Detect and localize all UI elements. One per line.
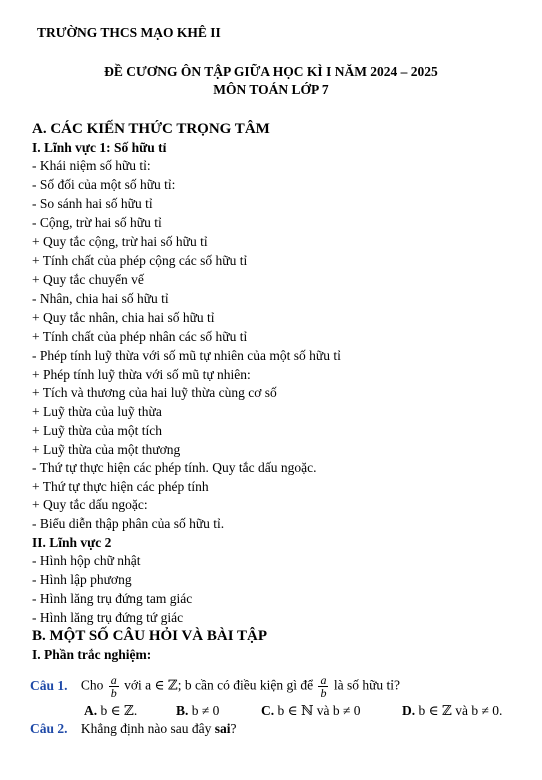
question-2-text: Khẳng định nào sau đây — [80, 721, 215, 736]
list-item: - Hình lăng trụ đứng tam giác — [32, 591, 193, 606]
question-2 — [30, 721, 237, 737]
field2-heading: II. Lĩnh vực 2 — [32, 535, 112, 550]
list-item: - Hình hộp chữ nhật — [32, 553, 141, 568]
section-a-heading: A. CÁC KIẾN THỨC TRỌNG TÂM — [32, 121, 270, 137]
list-item: + Quy tắc dấu ngoặc: — [32, 497, 148, 512]
fraction-denominator: b — [110, 686, 117, 700]
option-d-text: b ∈ ℤ và b ≠ 0. — [418, 703, 503, 718]
list-item: + Tính chất của phép nhân các số hữu tỉ — [32, 329, 248, 344]
part1-heading: I. Phần trắc nghiệm: — [32, 647, 152, 662]
list-item: + Phép tính luỹ thừa với số mũ tự nhiên: — [32, 367, 251, 382]
question-2-end: ? — [230, 721, 237, 736]
list-item: - Hình lập phương — [32, 572, 132, 587]
list-item: + Tích và thương của hai luỹ thừa cùng cơ số — [32, 385, 277, 400]
document-subtitle: MÔN TOÁN LỚP 7 — [213, 82, 329, 97]
list-item: - Số đối của một số hữu tỉ: — [32, 177, 176, 192]
list-item: + Luỹ thừa của luỹ thừa — [32, 404, 162, 419]
section-b-heading: B. MỘT SỐ CÂU HỎI VÀ BÀI TẬP — [32, 628, 268, 644]
list-item: - Khái niệm số hữu tỉ: — [32, 158, 151, 173]
list-item: + Luỹ thừa của một tích — [32, 423, 163, 438]
list-item: + Thứ tự thực hiện các phép tính — [32, 479, 209, 494]
question-1-pre: Cho — [80, 677, 104, 693]
option-b — [176, 703, 219, 719]
list-item: - Cộng, trừ hai số hữu tỉ — [32, 215, 162, 230]
field1-heading: I. Lĩnh vực 1: Số hữu tỉ — [32, 140, 167, 155]
list-item: - Nhân, chia hai số hữu tỉ — [32, 291, 169, 306]
option-a-text: b ∈ ℤ. — [100, 703, 138, 718]
fraction-numerator: a — [320, 673, 327, 687]
document-title: ĐỀ CƯƠNG ÔN TẬP GIỮA HỌC KÌ I NĂM 2024 – 2025 — [104, 64, 438, 79]
option-c-key: C. — [261, 703, 275, 718]
list-item: + Tính chất của phép cộng các số hữu tỉ — [32, 253, 248, 268]
option-c — [261, 703, 360, 719]
fraction-a-over-b — [318, 674, 328, 699]
question-2-emphasis: sai — [214, 721, 231, 736]
option-b-text: b ≠ 0 — [191, 703, 220, 718]
list-item: + Quy tắc chuyển vế — [32, 272, 144, 287]
list-item: - So sánh hai số hữu tỉ — [32, 196, 153, 211]
fraction-a-over-b — [109, 674, 119, 699]
option-a-key: A. — [84, 703, 98, 718]
list-item: - Biểu diễn thập phân của số hữu tỉ. — [32, 516, 225, 531]
list-item: - Thứ tự thực hiện các phép tính. Quy tắc dấu ngoặc. — [32, 460, 317, 475]
question-1-label: Câu 1. — [30, 677, 68, 693]
list-item: + Quy tắc nhân, chia hai số hữu tỉ — [32, 310, 215, 325]
question-1-post: là số hữu tỉ? — [333, 677, 401, 693]
question-1-mid: với a ∈ ℤ; b cần có điều kiện gì để — [124, 677, 314, 693]
fraction-denominator: b — [320, 686, 327, 700]
fraction-numerator: a — [110, 673, 117, 687]
question-2-label: Câu 2. — [30, 721, 68, 736]
option-d — [402, 703, 502, 719]
option-a — [84, 703, 137, 719]
option-c-text: b ∈ ℕ và b ≠ 0 — [277, 703, 361, 718]
school-name: TRƯỜNG THCS MẠO KHÊ II — [37, 25, 221, 40]
list-item: + Luỹ thừa của một thương — [32, 442, 181, 457]
question-1 — [30, 674, 400, 699]
option-d-key: D. — [402, 703, 416, 718]
list-item: - Hình lăng trụ đứng tứ giác — [32, 610, 184, 625]
option-b-key: B. — [176, 703, 189, 718]
list-item: + Quy tắc cộng, trừ hai số hữu tỉ — [32, 234, 208, 249]
list-item: - Phép tính luỹ thừa với số mũ tự nhiên của một số hữu tỉ — [32, 348, 341, 363]
